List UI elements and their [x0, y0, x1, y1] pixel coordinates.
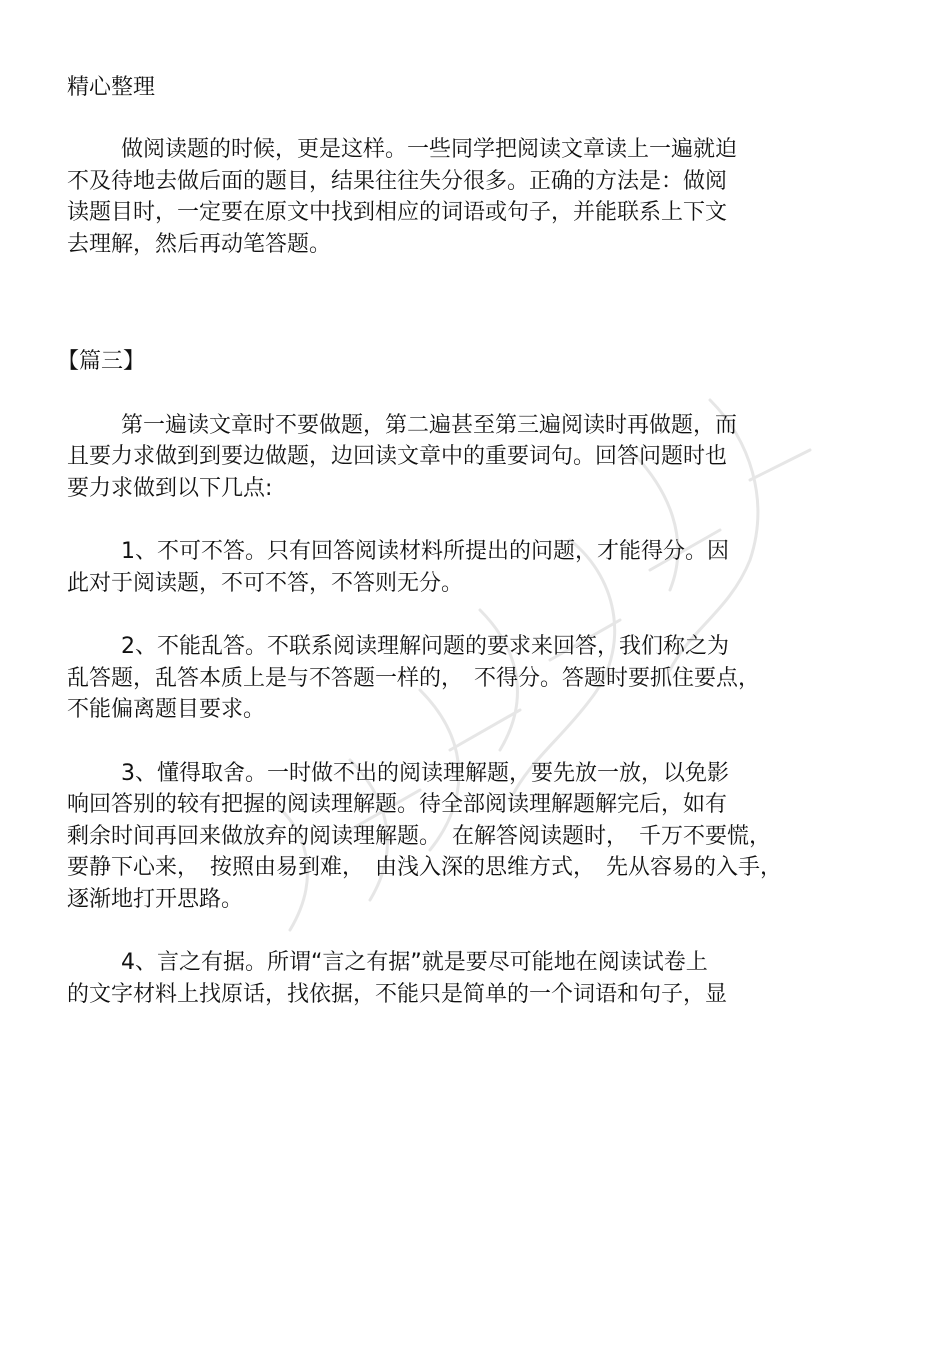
- text-line: 且要力求做到到要边做题，边回读文章中的重要词句。回答问题时也: [67, 444, 728, 469]
- paragraph-point-2: [67, 631, 887, 726]
- text-line: 第一遍读文章时不要做题，第二遍甚至第三遍阅读时再做题，而: [121, 412, 738, 438]
- text-line: 4、言之有据。所谓“言之有据”就是要尽可能地在阅读试卷上: [121, 950, 708, 975]
- text-line: 2、不能乱答。不联系阅读理解问题的要求来回答，我们称之为: [121, 634, 729, 659]
- text-line: 剩余时间再回来做放弃的阅读理解题。 在解答阅读题时， 千万不要慌，: [67, 823, 772, 849]
- paragraph-intro: [67, 410, 887, 505]
- text-line: 要力求做到以下几点:: [67, 475, 273, 501]
- text-line: 读题目时，一定要在原文中找到相应的词语或句子，并能联系上下文: [67, 200, 728, 225]
- text-line: 去理解，然后再动笔答题。: [67, 231, 332, 257]
- text-line: 逐渐地打开思路。: [67, 886, 244, 912]
- paragraph-point-1: [67, 536, 887, 599]
- text-line: 1、不可不答。只有回答阅读材料所提出的问题，才能得分。因: [121, 539, 729, 564]
- text-line: 响回答别的较有把握的阅读理解题。待全部阅读理解题解完后，如有: [67, 792, 728, 817]
- text-line: 3、懂得取舍。一时做不出的阅读理解题，要先放一放，以免影: [121, 760, 729, 786]
- section-title: 【篇三】: [57, 349, 146, 374]
- paragraph-point-4: [67, 947, 887, 1010]
- text-line: 的文字材料上找原话，找依据，不能只是简单的一个词语和句子，显: [67, 981, 728, 1007]
- text-line: 不及待地去做后面的题目，结果往往失分很多。正确的方法是：做阅: [67, 168, 728, 194]
- paragraph-point-3: [67, 758, 887, 916]
- text-line: 做阅读题的时候，更是这样。一些同学把阅读文章读上一遍就迫: [121, 137, 738, 162]
- document-body: [57, 134, 887, 1010]
- paragraph-reading-tips: [67, 134, 887, 260]
- text-line: 要静下心来， 按照由易到难， 由浅入深的思维方式， 先从容易的入手，: [67, 855, 783, 880]
- text-line: 不能偏离题目要求。: [67, 697, 266, 722]
- text-line: 乱答题，乱答本质上是与不答题一样的， 不得分。答题时要抓住要点，: [67, 665, 761, 691]
- text-line: 此对于阅读题，不可不答，不答则无分。: [67, 570, 464, 596]
- page-header: 精心整理: [67, 75, 156, 100]
